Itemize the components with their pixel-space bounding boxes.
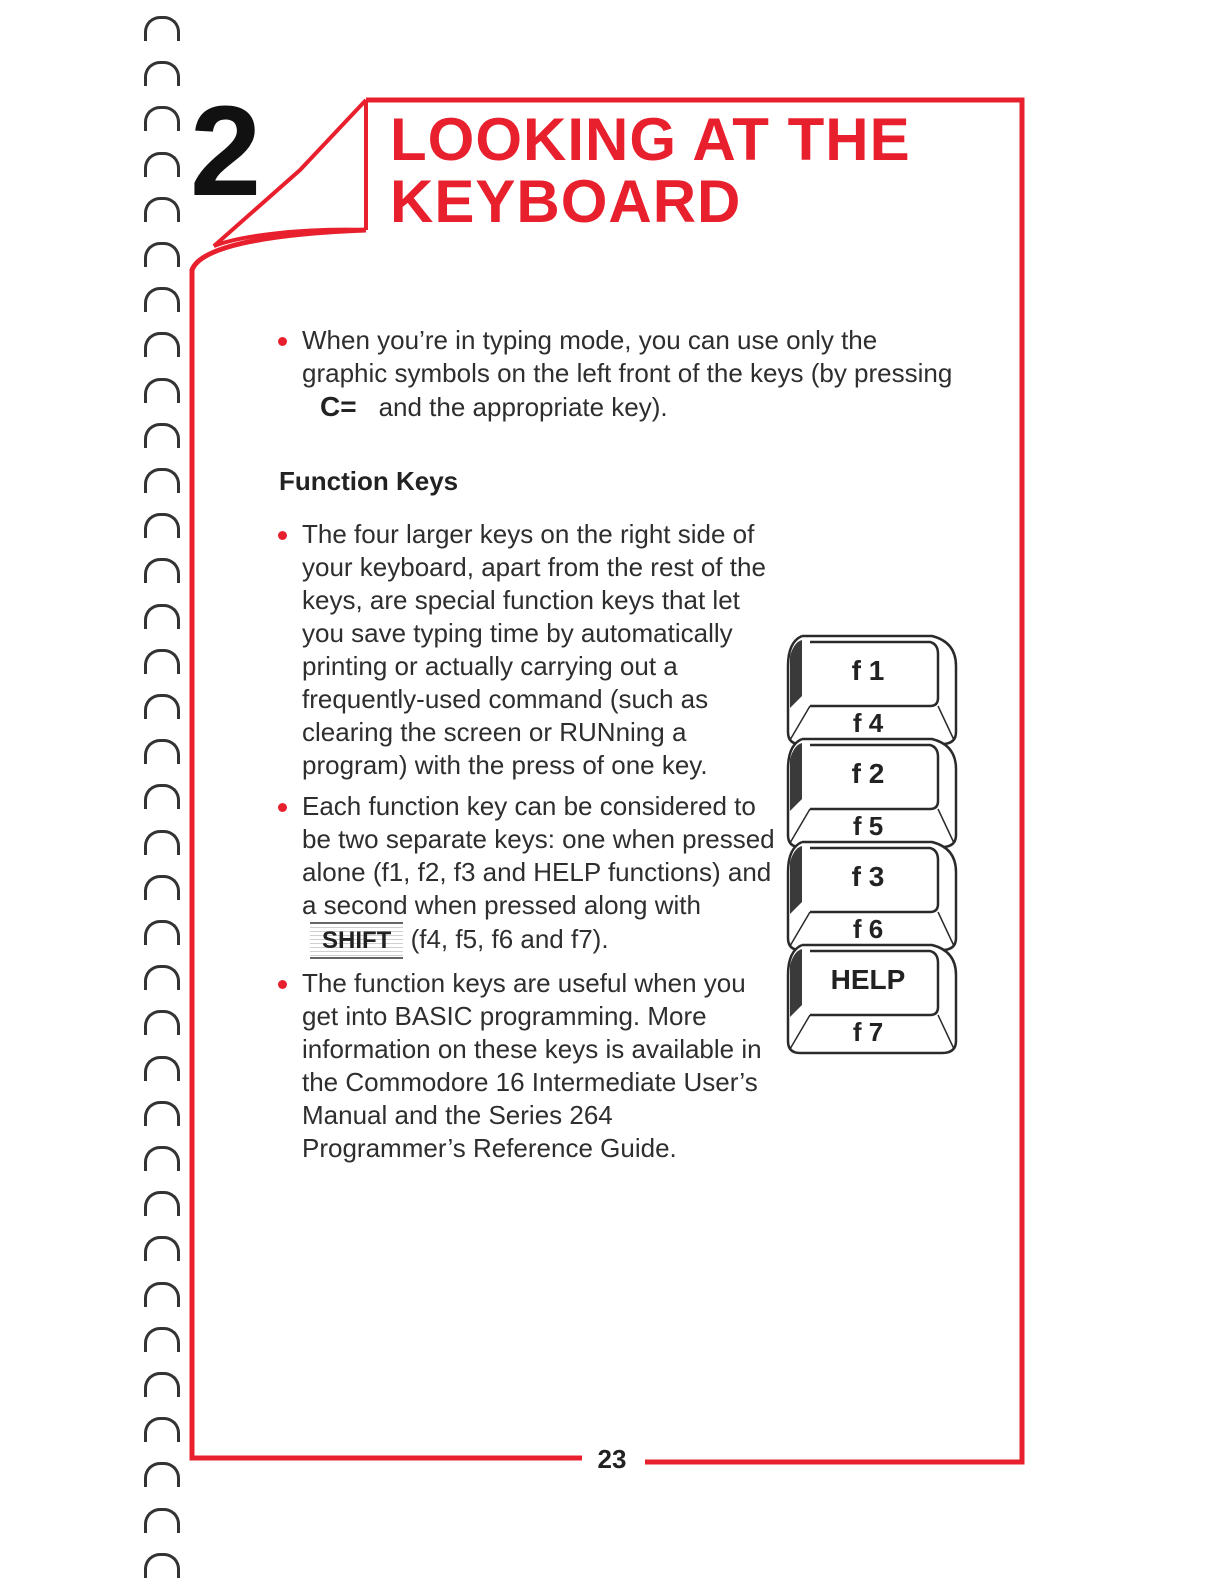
key-label-bottom: f 6 bbox=[852, 914, 884, 944]
section-heading: Function Keys bbox=[279, 466, 459, 496]
bullet-two-keys bbox=[276, 790, 776, 959]
intro-text-after: and the appropriate key). bbox=[378, 392, 668, 422]
bullet-two-keys-text-before: Each function key can be considered to be two separate keys: one when pressed alone (f1, f2, f3 and HELP functions) and a second when pressed along with bbox=[302, 791, 775, 920]
key-label-top: HELP bbox=[830, 964, 906, 995]
key-label-bottom: f 7 bbox=[852, 1017, 884, 1047]
key-label-top: f 3 bbox=[851, 861, 885, 892]
function-keys-list bbox=[276, 518, 776, 1173]
chapter-title-line-1: LOOKING AT THE bbox=[390, 106, 911, 173]
function-key bbox=[788, 739, 956, 847]
function-keys-diagram bbox=[780, 630, 970, 1070]
function-key bbox=[788, 945, 956, 1053]
bullet-basic: The function keys are useful when you get into BASIC programming. More information on these keys is available in the Commodore 16 Intermediate User’s Manual and the Series 264 Programmer’s Reference Guide. bbox=[276, 967, 776, 1165]
chapter-title bbox=[390, 106, 911, 235]
bullet-function-keys: The four larger keys on the right side of your keyboard, apart from the rest of the keys, are special function keys that let you save typing time by automatically printing or actually carrying out a frequently-used command (such as clearing the screen or RUNning a program) with the press of one key. bbox=[276, 518, 776, 782]
shift-key-icon: SHIFT bbox=[310, 922, 403, 959]
key-label-top: f 1 bbox=[851, 655, 885, 686]
key-label-bottom: f 4 bbox=[852, 708, 884, 738]
intro-bullet bbox=[276, 324, 956, 424]
bullet-two-keys-text-after: (f4, f5, f6 and f7). bbox=[410, 924, 609, 954]
function-key bbox=[788, 842, 956, 950]
commodore-key-icon: C= bbox=[320, 391, 357, 422]
chapter-number: 2 bbox=[190, 80, 262, 223]
chapter-title-line-2: KEYBOARD bbox=[390, 168, 742, 235]
intro-list bbox=[276, 324, 956, 424]
key-label-top: f 2 bbox=[851, 758, 885, 789]
page-number: 23 bbox=[586, 1444, 638, 1475]
key-label-bottom: f 5 bbox=[852, 811, 884, 841]
intro-text-before: When you’re in typing mode, you can use only the graphic symbols on the left front of the keys (by pressing bbox=[302, 325, 953, 388]
function-key bbox=[788, 636, 956, 744]
